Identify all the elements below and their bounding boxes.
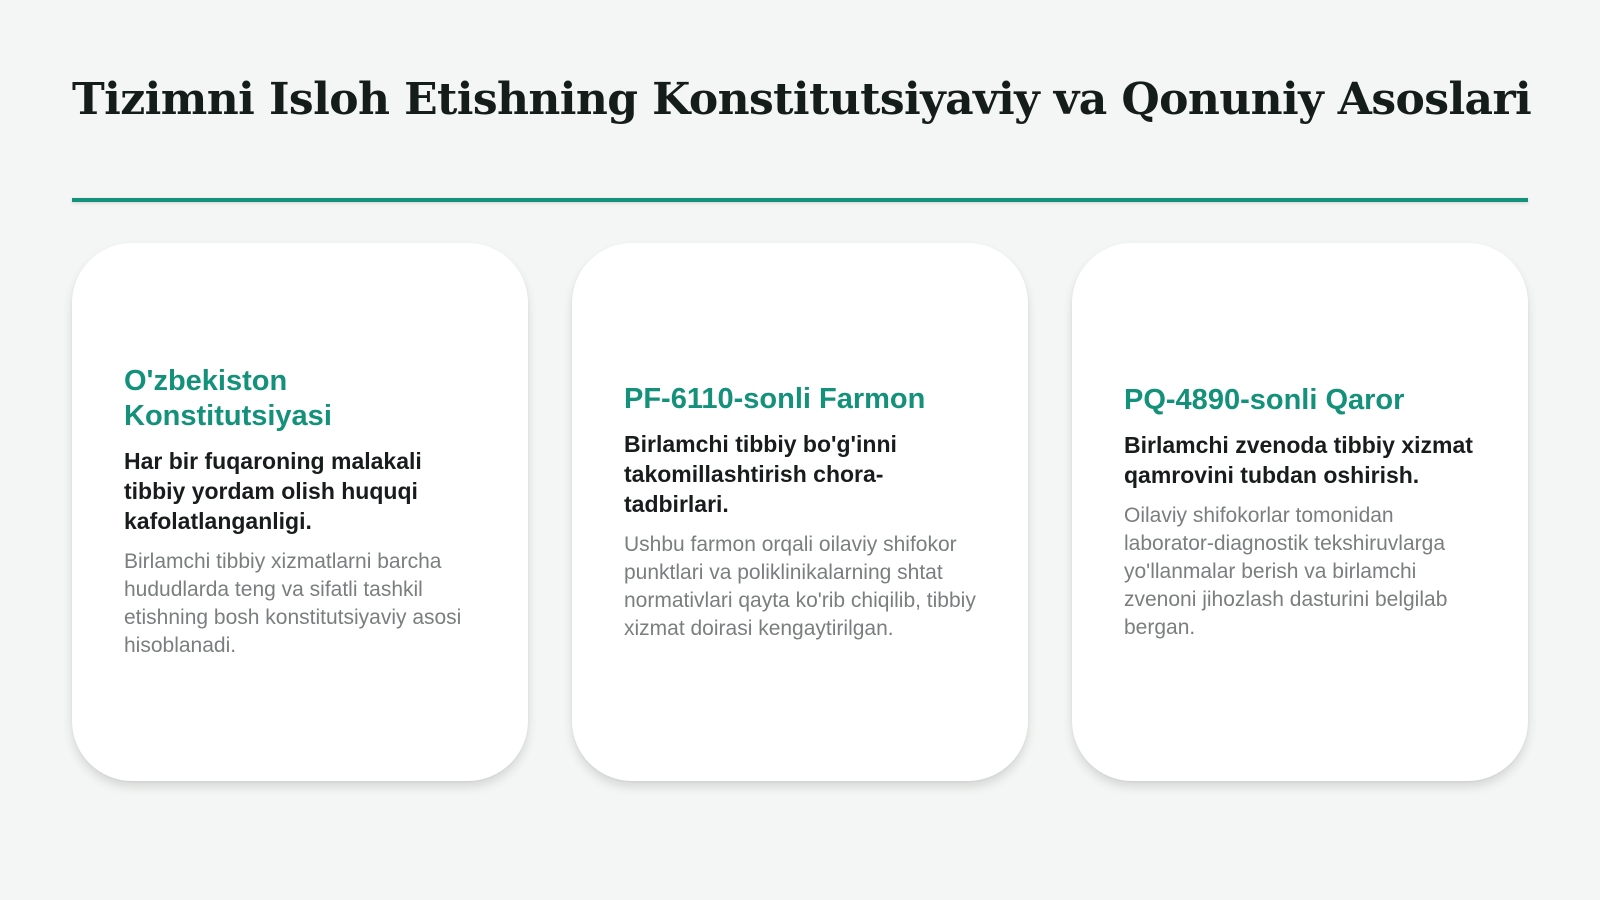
card-body: Birlamchi tibbiy xizmatlarni barcha hududlarda teng va sifatli tashkil etishning bosh konstitutsiyaviy asosi hisoblanadi. bbox=[124, 550, 462, 657]
card-subtitle: Har bir fuqaroning malakali tibbiy yordam olish huquqi kafolatlanganligi. bbox=[124, 448, 422, 534]
cards-row bbox=[72, 243, 1528, 781]
card-title: O'zbekiston Konstitutsiyasi bbox=[124, 365, 332, 432]
card-resolution bbox=[1072, 243, 1528, 781]
card-subtitle: Birlamchi zvenoda tibbiy xizmat qamrovini tubdan oshirish. bbox=[1124, 431, 1473, 488]
card-constitution bbox=[72, 243, 528, 781]
page-title: Tizimni Isloh Etishning Konstitutsiyaviy va Qonuniy Asoslari bbox=[72, 74, 1532, 125]
title-divider bbox=[72, 198, 1528, 202]
card-body: Ushbu farmon orqali oilaviy shifokor punktlari va poliklinikalarning shtat normativlari qayta ko'rib chiqilib, tibbiy xizmat doirasi kengaytirilgan. bbox=[624, 532, 976, 640]
card-subtitle: Birlamchi tibbiy bo'g'inni takomillashtirish chora-tadbirlari. bbox=[624, 430, 897, 517]
card-title: PF-6110-sonli Farmon bbox=[624, 382, 926, 415]
card-decree bbox=[572, 243, 1028, 781]
card-body: Oilaviy shifokorlar tomonidan laborator-diagnostik tekshiruvlarga yo'llanmalar berish va birlamchi zvenoni jihozlash dasturini belgilab bergan. bbox=[1124, 503, 1448, 639]
card-title: PQ-4890-sonli Qaror bbox=[1124, 383, 1405, 416]
